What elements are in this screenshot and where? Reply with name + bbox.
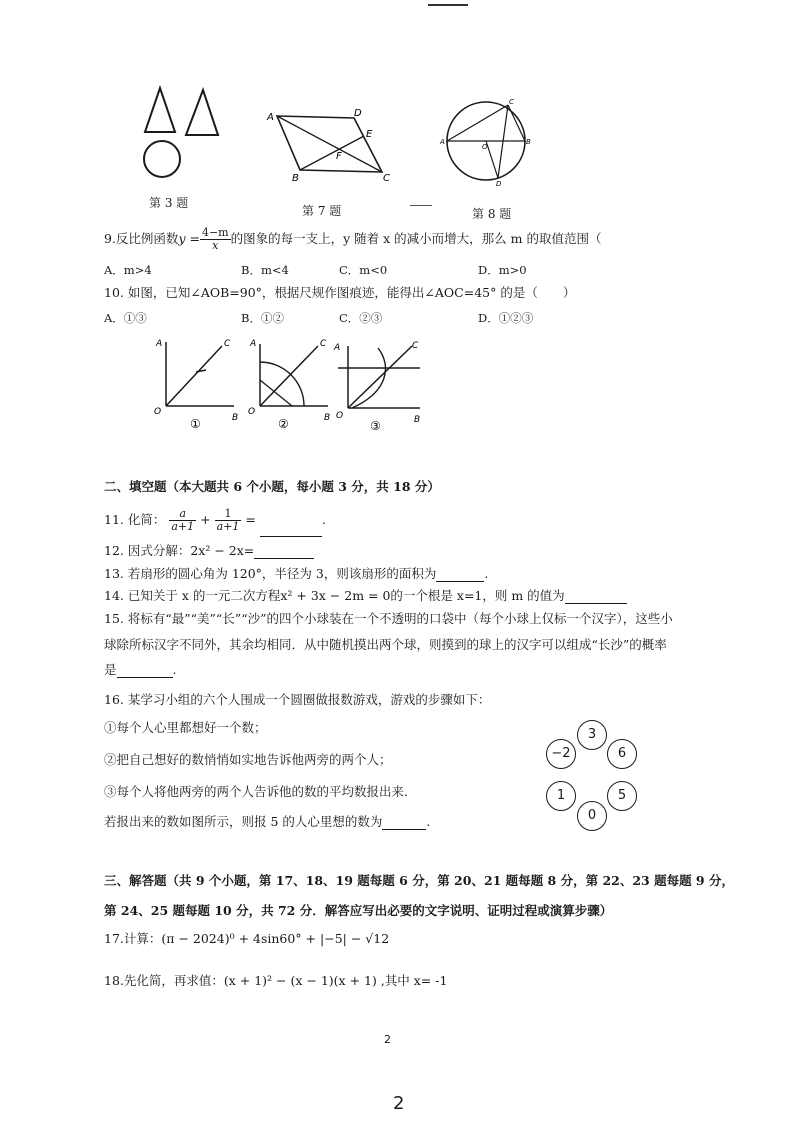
mark-2: ② <box>278 417 289 431</box>
label-b: B <box>414 415 421 425</box>
label-a: A <box>156 339 163 349</box>
q15-text-3: 是 <box>104 662 117 677</box>
circle-number-lower-left: 1 <box>546 781 576 811</box>
figure-q10-1 <box>150 336 240 436</box>
label-o: O <box>336 411 344 421</box>
label-b: B <box>526 138 531 146</box>
section3-heading-line-2: 第 24、25 题每题 10 分，共 72 分．解答应写出必要的文字说明、证明过程或演算步骤） <box>104 903 613 918</box>
label-o: O <box>482 143 488 151</box>
q11-fraction-2 <box>215 508 242 533</box>
q10-option-a: A．①③ <box>104 311 147 325</box>
label-c: C <box>412 341 419 351</box>
label-e: E <box>366 129 373 140</box>
figure-q7-caption: 第 7 题 <box>302 204 342 218</box>
q11-prefix: 11. 化简： <box>104 512 166 527</box>
q11-frac1-num: a <box>169 508 196 521</box>
q13-line: 13. 若扇形的圆心角为 120°，半径为 3，则该扇形的面积为 . <box>104 566 489 581</box>
ray-oc <box>166 346 222 406</box>
q9-suffix: 的图象的每一支上，y 随着 x 的减小而增大，那么 m 的取值范围（ <box>230 231 602 246</box>
q9-option-c: C．m<0 <box>339 263 388 277</box>
q15-line-1: 15. 将标有“最”“美”“长”“沙”的四个小球装在一个不透明的口袋中（每个小球上仅标一个汉字），这些小 <box>104 611 673 626</box>
q9-stem <box>104 227 601 252</box>
page-number-small: 2 <box>384 1033 391 1046</box>
chord-od <box>486 141 498 178</box>
q10-option-b: B．①② <box>241 311 284 325</box>
triangle-right <box>186 90 218 135</box>
q9-fraction <box>200 227 231 252</box>
q16-text-5: 若报出来的数如图所示，则报 5 的人心里想的数为 <box>104 814 383 829</box>
figure-q3-caption: 第 3 题 <box>149 196 189 210</box>
q16-step-2: ②把自己想好的数悄悄如实地告诉他两旁的两个人； <box>104 752 392 767</box>
stray-dash <box>410 205 432 206</box>
figure-q3 <box>140 85 230 185</box>
label-c: C <box>320 339 327 349</box>
figure-q10-2 <box>246 336 336 436</box>
q11-frac2-num: 1 <box>215 508 242 521</box>
q9-option-d: D．m>0 <box>478 263 527 277</box>
q11-fraction-1 <box>169 508 196 533</box>
mark-3: ③ <box>370 419 381 433</box>
circle-number-bottom: 0 <box>577 801 607 831</box>
q16-line-1: 16. 某学习小组的六个人围成一个圆圈做报数游戏，游戏的步骤如下： <box>104 692 491 707</box>
q9-frac-num: 4−m <box>201 226 229 239</box>
q11-frac2-den: a+1 <box>216 520 240 533</box>
q15-line-3: 是 . <box>104 662 177 677</box>
circle-shape <box>144 141 180 177</box>
q16-step-3: ③每个人将他两旁的两个人告诉他的数的平均数报出来． <box>104 784 417 799</box>
q12-text: 12. 因式分解：2x² − 2x= <box>104 543 255 558</box>
q10-option-d: D．①②③ <box>478 311 534 325</box>
label-o: O <box>248 407 256 417</box>
q12-line <box>104 543 314 559</box>
page-number-large: 2 <box>393 1093 405 1114</box>
q11-equals: = <box>245 512 256 527</box>
q10-option-c: C．②③ <box>339 311 383 325</box>
q13-answer-blank[interactable] <box>436 569 484 582</box>
q16-answer-blank[interactable] <box>382 817 426 830</box>
label-c: C <box>383 173 390 184</box>
q9-option-b: B．m<4 <box>241 263 289 277</box>
q9-y-eq: y = <box>178 231 200 246</box>
mark-1: ① <box>190 417 201 431</box>
q9-frac-den: x <box>212 239 219 252</box>
q11-answer-blank[interactable] <box>260 524 322 537</box>
q9-option-a: A．m>4 <box>104 263 152 277</box>
top-edge-mark <box>428 0 468 6</box>
q15-answer-blank[interactable] <box>117 665 173 678</box>
label-a: A <box>267 112 274 123</box>
figure-q8 <box>440 96 530 186</box>
figure-q10-3 <box>332 336 427 436</box>
triangle-left <box>145 88 175 132</box>
q10-stem: 10. 如图，已知∠AOB=90°，根据尺规作图痕迹，能得出∠AOC=45° 的是（ ） <box>104 285 576 300</box>
label-b: B <box>232 413 239 423</box>
q14-line <box>104 588 627 604</box>
q9-prefix: 9.反比例函数 <box>104 231 179 246</box>
label-c: C <box>224 339 231 349</box>
label-c: C <box>509 98 514 106</box>
circle-number-top: 3 <box>577 720 607 750</box>
trace-mark <box>196 370 206 372</box>
chord-bc <box>508 105 525 141</box>
q13-text: 13. 若扇形的圆心角为 120°，半径为 3，则该扇形的面积为 <box>104 566 437 581</box>
label-a: A <box>250 339 257 349</box>
q11-plus: + <box>200 512 211 527</box>
label-d: D <box>496 180 502 188</box>
circle-number-lower-right: 5 <box>607 781 637 811</box>
figure-q7 <box>262 108 392 188</box>
figure-q8-caption: 第 8 题 <box>472 207 512 221</box>
q16-line-5: 若报出来的数如图所示，则报 5 的人心里想的数为 . <box>104 814 431 829</box>
q15-line-2: 球除所标汉字不同外，其余均相同．从中随机摸出两个球，则摸到的球上的汉字可以组成“长沙”的概率 <box>104 637 667 652</box>
circle-number-upper-right: 6 <box>607 739 637 769</box>
label-b: B <box>292 173 299 184</box>
label-a: A <box>334 343 341 353</box>
label-a: A <box>440 138 445 146</box>
q12-answer-blank[interactable] <box>254 546 314 559</box>
label-d: D <box>354 108 362 119</box>
label-b: B <box>324 413 331 423</box>
chord-ac <box>447 105 508 141</box>
segment-be <box>300 136 364 170</box>
label-f: F <box>336 151 342 162</box>
q18-line: 18.先化简，再求值：(x + 1)² − (x − 1)(x + 1) ,其中 x= -1 <box>104 973 448 988</box>
q11-frac1-den: a+1 <box>171 520 195 533</box>
q16-step-1: ①每个人心里都想好一个数； <box>104 720 267 735</box>
ray-oc <box>348 346 412 408</box>
section3-heading-line-1: 三、解答题（共 9 个小题，第 17、18、19 题每题 6 分，第 20、21 题每题 8 分，第 22、23 题每题 9 分， <box>104 873 734 888</box>
circle-number-upper-left: −2 <box>546 739 576 769</box>
q11-line: 11. 化简： $\frac{a}{a+1}$ + $\frac{1}{a+1}$ = . <box>104 503 326 537</box>
q17-line: 17.计算：(π − 2024)⁰ + 4sin60° + |−5| − √12 <box>104 931 390 946</box>
diagonal-ac <box>277 116 382 172</box>
q14-answer-blank[interactable] <box>565 591 627 604</box>
ray-oc <box>260 346 318 406</box>
q14-text: 14. 已知关于 x 的一元二次方程x² + 3x − 2m = 0的一个根是 x=1，则 m 的值为 <box>104 588 565 603</box>
section2-heading: 二、填空题（本大题共 6 个小题，每小题 3 分，共 18 分） <box>104 479 440 494</box>
label-o: O <box>154 407 162 417</box>
